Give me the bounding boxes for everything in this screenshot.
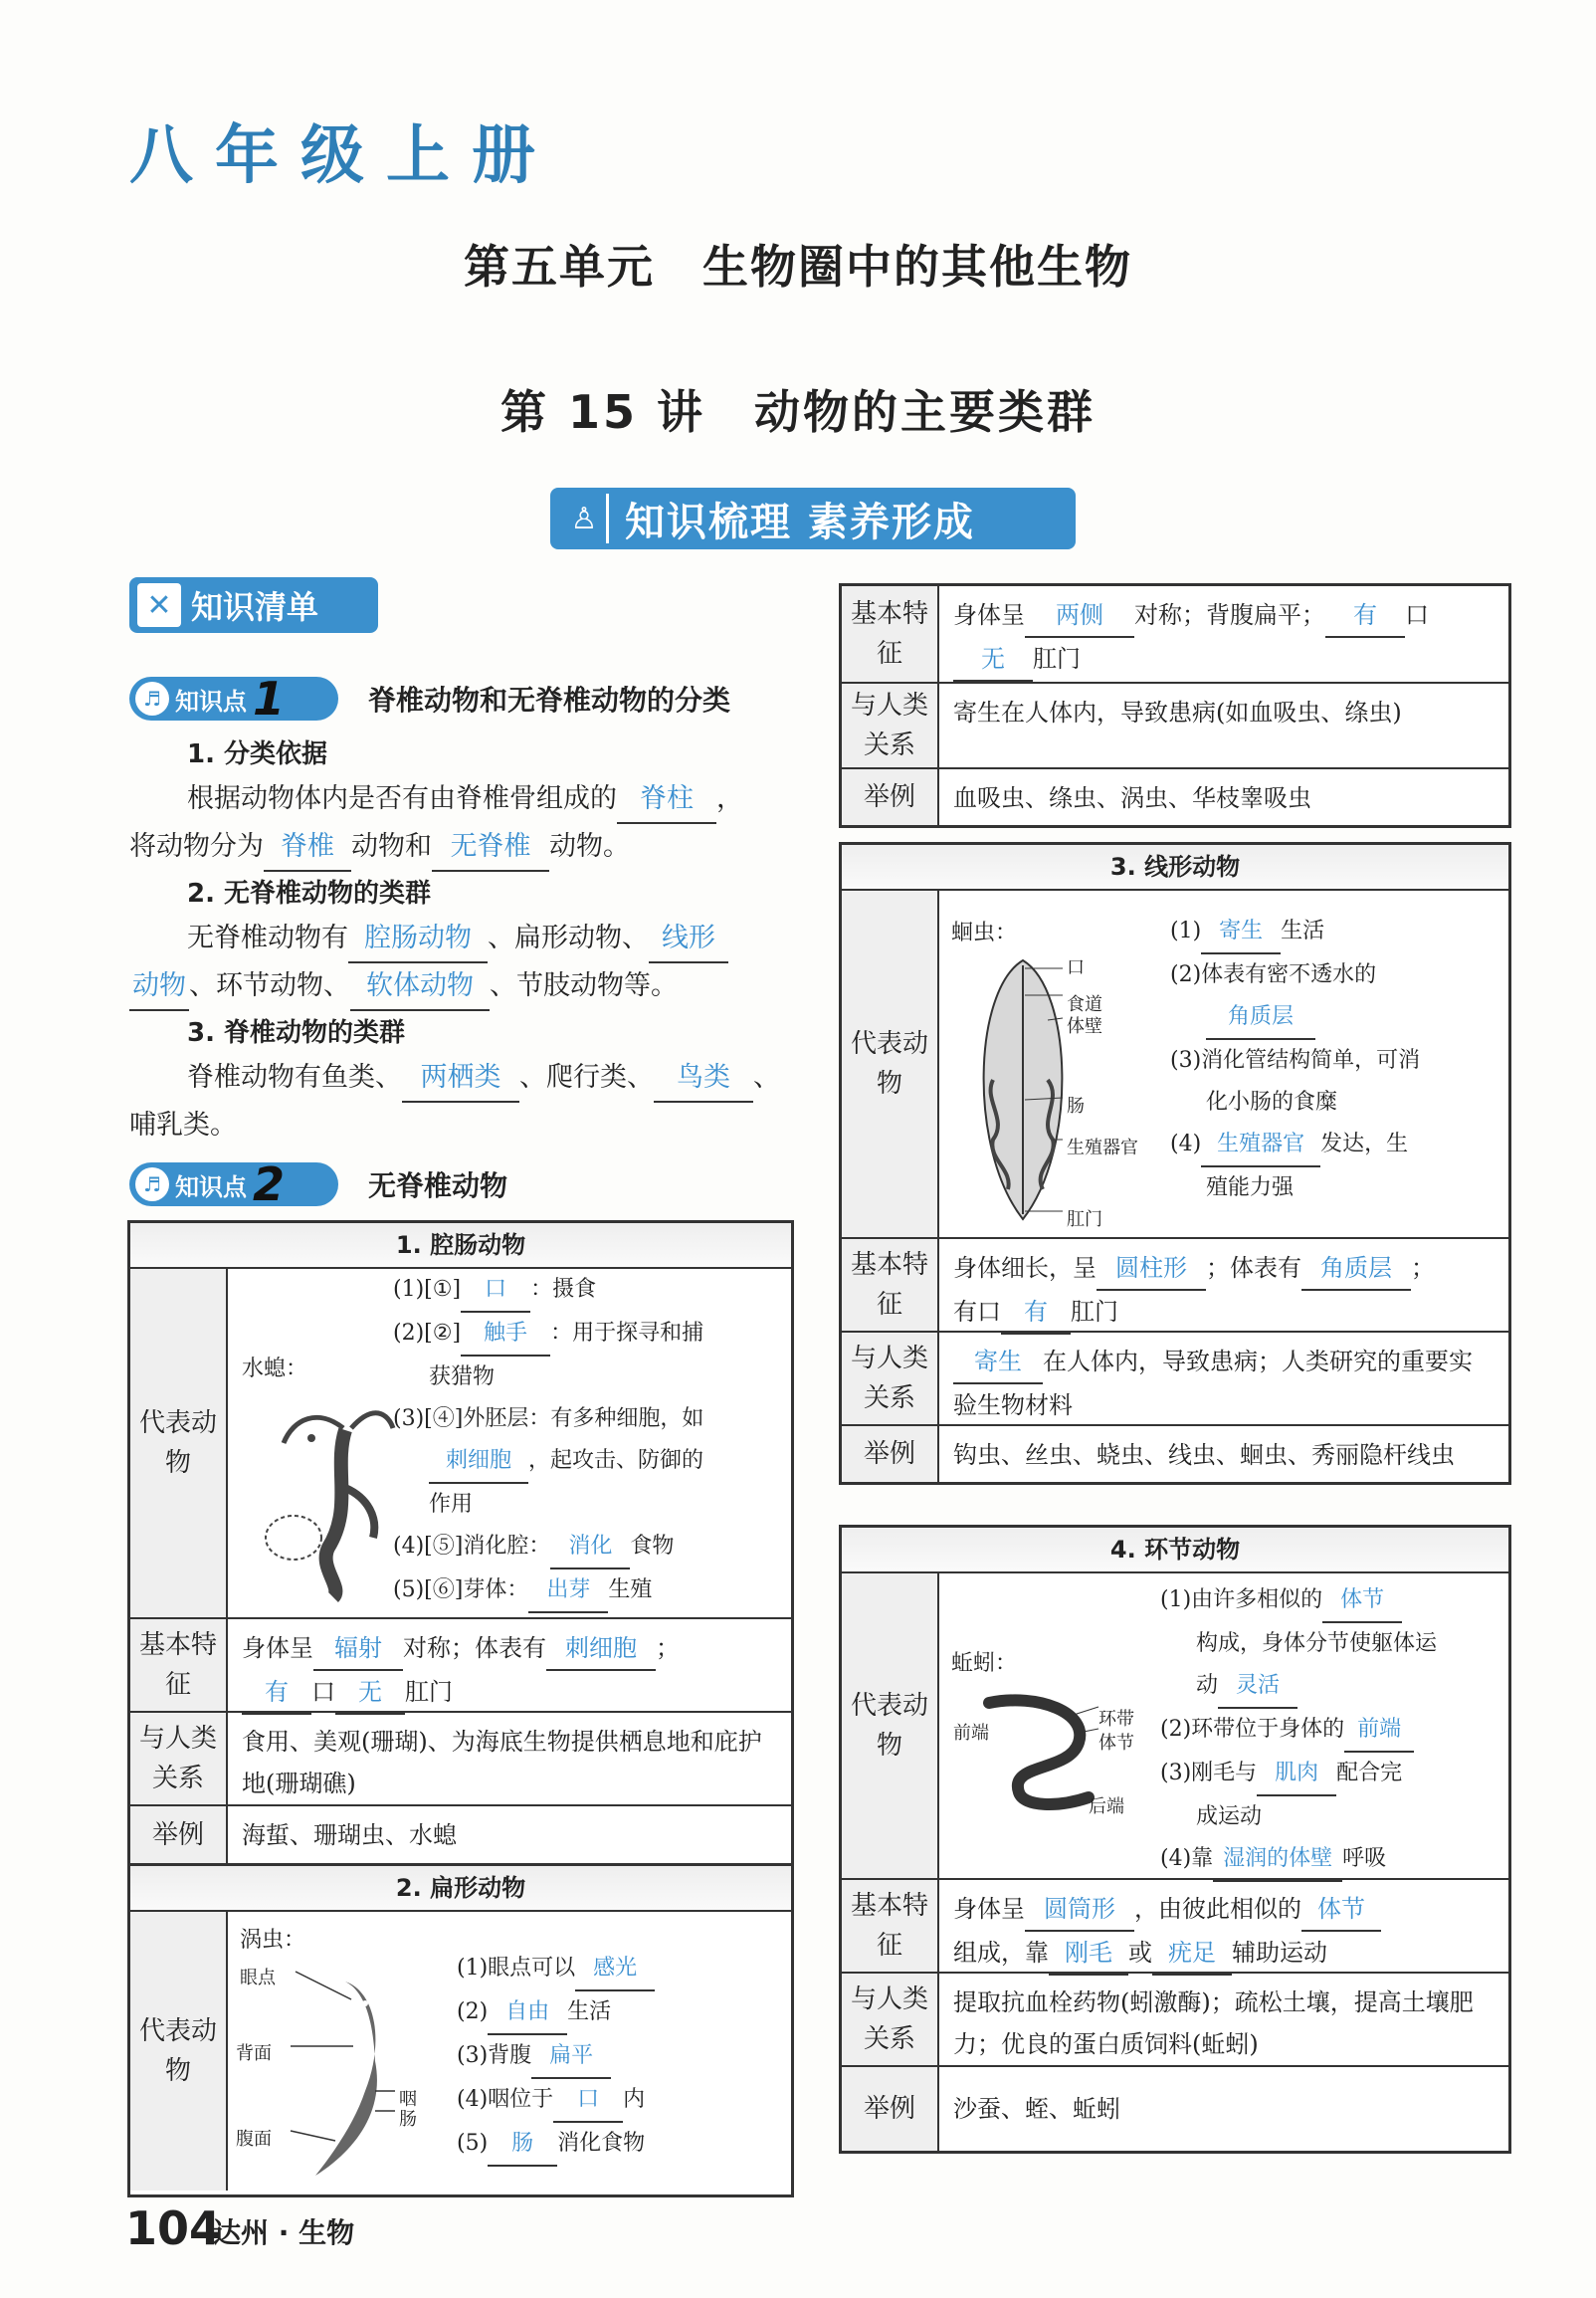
fig-label-intestine: 肠 [1067,1096,1085,1117]
blank-invertebrate: 无脊椎 [432,824,549,872]
row-label: 举例 [842,769,939,825]
animal-name: 蚯蚓： [951,1651,1018,1676]
blank-light: 感光 [575,1948,655,1991]
kp2-heading [129,1157,508,1211]
human-relation: 提取抗血栓药物(蚓激酶)；疏松土壤，提高土壤肥力；优良的蛋白质饲料(蚯蚓) [953,1988,1474,2058]
blank-nematode-a: 线形 [649,916,728,963]
kp1-heading [129,672,731,726]
fig-label-back-end: 后端 [1089,1796,1124,1817]
human-relation: 食用、美观(珊瑚)、为海底生物提供栖息地和庇护地(珊瑚礁) [242,1728,762,1797]
kp2-badge-label: 知识点 [175,1172,247,1201]
section-banner [550,488,1076,549]
kp1-badge-label: 知识点 [175,687,247,716]
row-label: 举例 [842,1426,939,1482]
blank-segment: 体节 [1322,1579,1402,1623]
blank-pharynx: 口 [553,2079,623,2123]
fig-label-segment: 体节 [1098,1733,1134,1754]
row-label: 举例 [842,2067,939,2151]
human-relation: 寄生 在人体内，导致患病；人类研究的重要实验生物材料 [939,1333,1508,1424]
fig-label-clitellum: 环带 [1098,1709,1134,1730]
table-flatworm-continued [839,583,1511,828]
row-label: 与人类关系 [842,684,939,767]
human-relation: 寄生在人体内，导致患病(如血吸虫、绦虫) [953,699,1402,727]
examples: 海蜇、珊瑚虫、水螅 [242,1821,457,1849]
blank-spine: 脊柱 [617,776,716,824]
fig-label-belly: 腹面 [236,2129,272,2150]
blank-budding: 出芽 [528,1569,608,1613]
table-nematode [839,842,1511,1485]
table-flatworm [127,1863,794,2197]
row-label: 基本特征 [842,1239,939,1331]
row-label: 代表动物 [842,891,939,1237]
page-number: 104 [125,2201,222,2255]
kp1-title: 脊椎动物和无脊椎动物的分类 [368,684,731,717]
kp1-sub1: 1. 分类依据 [187,739,328,769]
blank-tentacle: 触手 [461,1313,550,1357]
blank-flexible: 灵活 [1218,1665,1297,1709]
kp1-number: 1 [253,672,286,726]
kp1-sub3: 3. 脊椎动物的类群 [187,1018,406,1048]
animal-name: 蛔虫： [951,921,1018,945]
kp2-badge [129,1157,338,1211]
nematode-items: (1) 寄生 生活 (2)体表有密不透水的 角质层 (3)消化管结构简单，可消 化小肠的食糜 (4) 生殖器官 发达，生 殖能力强 [1170,911,1498,1209]
table-title: 4. 环节动物 [842,1528,1508,1573]
fig-label-front: 前端 [953,1723,989,1744]
kp1-para3: 脊椎动物有鱼类、 两栖类 、爬行类、 鸟类 、 哺乳类。 [129,1055,796,1149]
blank-intestine: 肠 [488,2123,557,2167]
guitar-icon: ♬ [135,1167,169,1201]
kp2-title: 无脊椎动物 [368,1169,508,1202]
row-label: 代表动物 [130,1269,228,1617]
footer-label: 达州 · 生物 [213,2216,355,2249]
kp2-number: 2 [253,1157,286,1211]
examples: 血吸虫、绦虫、涡虫、华枝睾吸虫 [953,784,1311,812]
table-coelenterate [127,1220,794,1867]
lecture-title: 第 15 讲 动物的主要类群 [499,385,1097,439]
hydra-items: (1)[①] 口 ：摄食 (2)[②] 触手 ：用于探寻和捕 获猎物 (3)[④]外胚层：有多种细胞，如 刺细胞 ，起攻击、防御的 作用 (4)[⑤]消化腔： 消化 食物 (5)[⑥]芽体： 出芽 生殖 [393,1269,761,1613]
kp1-sub2: 2. 无脊椎动物的类群 [187,879,432,909]
kp1-badge [129,672,338,726]
fig-label-pharynx: 咽 [399,2089,417,2110]
row-label: 与人类关系 [130,1713,228,1804]
annelid-items: (1)由许多相似的 体节 构成，身体分节使躯体运 动 灵活 (2)环带位于身体的 前端 (3)刚毛与 肌肉 配合完 成运动 (4)靠 湿润的体壁 呼吸 [1160,1579,1498,1882]
blank-front-end: 前端 [1344,1709,1414,1753]
row-label: 基本特征 [842,1880,939,1972]
compress-arrows-icon: ✕ [137,583,181,627]
blank-amphibian: 两栖类 [402,1055,519,1103]
basic-features: 身体细长，呈 圆柱形 ；体表有 角质层 ； 有口 有 肛门 [939,1239,1508,1331]
fig-label-mouth: 口 [1067,957,1085,978]
row-label: 基本特征 [130,1619,228,1711]
table-title: 1. 腔肠动物 [130,1223,791,1269]
table-title: 2. 扁形动物 [130,1866,791,1912]
kp1-para1: 根据动物体内是否有由脊椎骨组成的 脊柱 ， 将动物分为 脊椎 动物和 无脊椎 动物。 [129,776,796,872]
blank-coelenterate: 腔肠动物 [348,916,488,963]
kp1-body [129,732,796,1149]
blank-digest: 消化 [550,1526,630,1569]
row-label: 与人类关系 [842,1333,939,1424]
basic-features: 身体呈 辐射 对称；体表有 刺细胞 ； 有 口 无 肛门 [228,1619,791,1711]
blank-bird: 鸟类 [654,1055,753,1103]
basic-features: 身体呈 圆筒形 ，由彼此相似的 体节 组成，靠 刚毛 或 疣足 辅助运动 [939,1880,1508,1972]
fig-label-eye: 眼点 [240,1968,276,1988]
blank-reproductive-organ: 生殖器官 [1201,1124,1320,1167]
table-annelid [839,1525,1511,2154]
blank-stinging-cell: 刺细胞 [429,1440,528,1484]
fig-label-anus: 肛门 [1067,1209,1102,1230]
blank-moist-wall: 湿润的体壁 [1213,1838,1342,1882]
blank-cuticle: 角质层 [1206,996,1315,1040]
blank-vertebrate: 脊椎 [264,824,351,872]
table-title: 3. 线形动物 [842,845,1508,891]
blank-mollusk: 软体动物 [350,963,490,1011]
blank-nematode-b: 动物 [129,963,189,1011]
guitar-icon: ♬ [135,682,169,716]
blank-free: 自由 [488,1991,567,2035]
fig-label-body-wall: 体壁 [1067,1016,1102,1037]
blank-muscle: 肌肉 [1257,1753,1336,1796]
kp1-para2: 无脊椎动物有 腔肠动物 、扁形动物、 线形 动物 、环节动物、 软体动物 、节肢动物等。 [129,916,796,1011]
walking-person-icon: ♙ [562,494,609,543]
animal-name: 涡虫： [240,1928,306,1953]
flatworm-items: (1)眼点可以 感光 (2) 自由 生活 (3)背腹 扁平 (4)咽位于 口 内 (5) 肠 消化食物 [457,1948,775,2167]
knowledge-list-text: 知识清单 [191,588,319,626]
blank-mouth: 口 [461,1269,530,1313]
blank-parasitic: 寄生 [1201,911,1281,954]
fig-label-esophagus: 食道 [1067,994,1102,1015]
blank-flat: 扁平 [531,2035,611,2079]
roundworm-figure [953,950,1152,1229]
examples: 沙蚕、蛭、蚯蚓 [953,2095,1120,2123]
banner-text: 知识梳理 素养形成 [625,499,975,545]
fig-label-reproductive: 生殖器官 [1067,1138,1138,1158]
basic-features: 身体呈 两侧 对称；背腹扁平； 有 口 无 肛门 [939,586,1508,682]
row-label: 基本特征 [842,586,939,682]
row-label: 举例 [130,1806,228,1864]
row-label: 与人类关系 [842,1974,939,2065]
examples: 钩虫、丝虫、蛲虫、线虫、蛔虫、秀丽隐杆线虫 [953,1441,1455,1469]
unit-title: 第五单元 生物圈中的其他生物 [464,240,1132,294]
fig-label-back: 背面 [236,2043,272,2064]
row-label: 代表动物 [130,1912,228,2191]
fig-label-gut: 肠 [399,2109,417,2130]
row-label: 代表动物 [842,1573,939,1878]
animal-name: 水螅： [242,1357,308,1381]
knowledge-list-label [129,577,378,633]
grade-heading: 八年级上册 [129,119,557,193]
